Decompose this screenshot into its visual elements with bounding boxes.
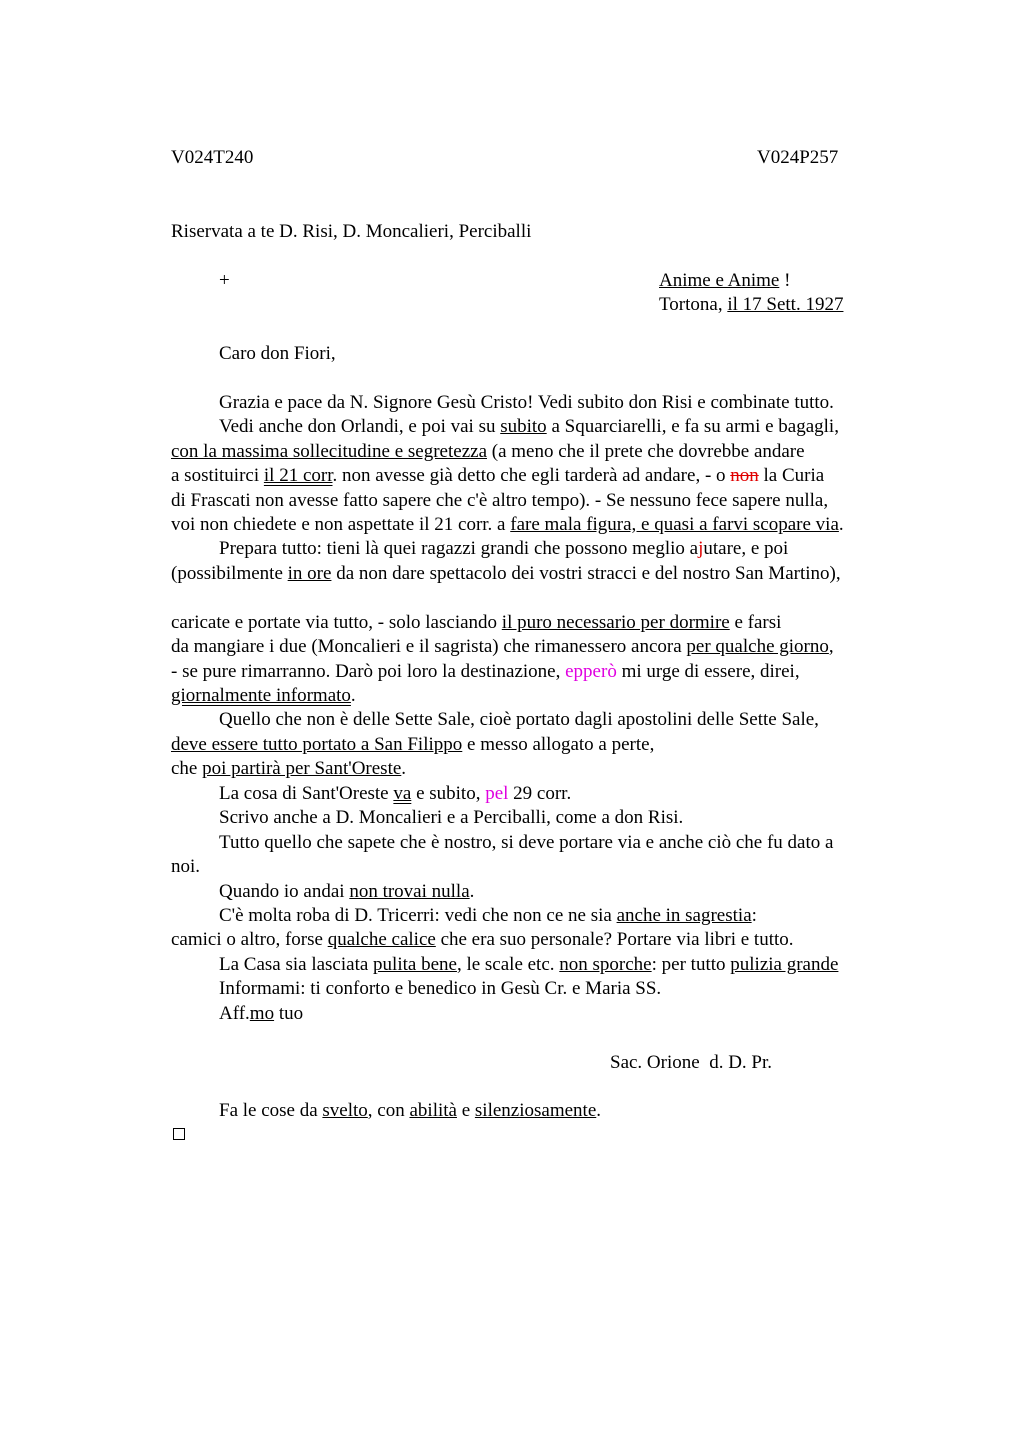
text-span: caricate e portate via tutto, - solo lasciando — [171, 612, 502, 633]
cross-symbol: + — [219, 270, 230, 291]
text-line-3 — [171, 441, 805, 463]
text-line-10 — [171, 636, 834, 658]
text-span: a Squarciarelli, e fa su armi e bagagli, — [546, 416, 839, 437]
text-span: mi urge di essere, direi, — [616, 661, 800, 682]
text-line-16 — [219, 783, 571, 805]
text-span: , con — [367, 1100, 410, 1121]
text-span: e farsi — [729, 612, 782, 633]
underlined-span: svelto — [322, 1100, 368, 1121]
motto-text: Anime e Anime — [659, 270, 780, 291]
text-line-6 — [171, 514, 844, 536]
text-span: : per tutto — [651, 954, 731, 975]
text-span: . — [469, 881, 475, 902]
underlined-span: anche in sagrestia — [616, 905, 752, 926]
text-span: La Casa sia lasciata — [219, 954, 374, 975]
text-span: e subito, — [411, 783, 486, 804]
underlined-span: deve essere tutto portato a San Filippo — [171, 734, 463, 755]
underlined-span: qualche calice — [327, 929, 436, 950]
text-span: Prepara tutto: tieni là quei ragazzi grandi che possono meglio a — [219, 538, 699, 559]
postscript — [219, 1100, 601, 1122]
text-line-2 — [219, 416, 839, 438]
text-span: Fa le cose da — [219, 1100, 323, 1121]
text-span: Vedi anche don Orlandi, e poi vai su — [219, 416, 501, 437]
text-span: . non avesse già detto che egli tarderà ad andare, - o — [332, 465, 731, 486]
text-line-17: Scrivo anche a D. Moncalieri e a Perciballi, come a don Risi. — [219, 807, 684, 828]
place: Tortona, — [659, 294, 728, 315]
motto-suffix: ! — [779, 270, 791, 291]
underlined-span: silenziosamente — [474, 1100, 597, 1121]
end-marker-square — [173, 1128, 185, 1140]
text-span: tuo — [274, 1003, 304, 1024]
underlined-span: non sporche — [559, 954, 652, 975]
text-span: da non dare spettacolo dei vostri stracci e del nostro San Martino), — [331, 563, 841, 584]
text-span: - se pure rimarranno. Darò poi loro la destinazione, — [171, 661, 566, 682]
text-span: La cosa di Sant'Oreste — [219, 783, 394, 804]
underlined-span: per qualche giorno — [686, 636, 829, 657]
text-line-7 — [219, 538, 788, 560]
text-span: (possibilmente — [171, 563, 288, 584]
underlined-span: poi partirà per Sant'Oreste — [202, 758, 402, 779]
underlined-span: pulita bene — [373, 954, 457, 975]
place-date — [659, 294, 843, 316]
signature: Sac. Orione d. D. Pr. — [610, 1052, 773, 1073]
double-underlined-span: giornalmente informato — [171, 685, 351, 706]
text-span: , le scale etc. — [456, 954, 560, 975]
text-span: . — [350, 685, 356, 706]
magenta-span: epperò — [565, 661, 617, 682]
greeting: Caro don Fiori, — [219, 343, 336, 364]
reserved-line: Riservata a te D. Risi, D. Moncalieri, Perciballi — [171, 221, 532, 242]
underlined-span: subito — [500, 416, 547, 437]
text-span: voi non chiedete e non aspettate il 21 corr. a — [171, 514, 511, 535]
text-span: : — [751, 905, 757, 926]
text-span: la Curia — [758, 465, 825, 486]
text-line-25 — [219, 1003, 303, 1025]
text-line-4 — [171, 465, 824, 487]
text-span: che era suo personale? Portare via libri e tutto. — [435, 929, 794, 950]
text-span: Quando io andai — [219, 881, 350, 902]
magenta-span: pel — [485, 783, 509, 804]
underlined-span: con la massima sollecitudine e segretezza — [171, 441, 488, 462]
underlined-span: pulizia grande — [730, 954, 839, 975]
text-span: e — [456, 1100, 475, 1121]
underlined-span: fare mala figura, e quasi a farvi scopare via — [510, 514, 839, 535]
text-span: . — [838, 514, 844, 535]
text-line-12 — [171, 685, 356, 707]
text-line-20 — [219, 881, 474, 903]
text-line-5: di Frascati non avesse fatto sapere che c'è altro tempo). - Se nessuno fece sapere nulla, — [171, 490, 829, 511]
double-underlined-span: il 21 corr — [263, 465, 333, 486]
underlined-span: mo — [249, 1003, 275, 1024]
text-span: a sostituirci — [171, 465, 264, 486]
text-span: . — [401, 758, 407, 779]
text-span: camici o altro, forse — [171, 929, 328, 950]
text-span: C'è molta roba di D. Tricerri: vedi che non ce ne sia — [219, 905, 617, 926]
text-span: , — [828, 636, 834, 657]
text-line-18: Tutto quello che sapete che è nostro, si deve portare via e anche ciò che fu dato a — [219, 832, 834, 853]
text-line-1: Grazia e pace da N. Signore Gesù Cristo! Vedi subito don Risi e combinate tutto. — [219, 392, 834, 413]
text-span: utare, e poi — [703, 538, 789, 559]
text-line-15 — [171, 758, 406, 780]
text-line-22 — [171, 929, 794, 951]
text-line-24: Informami: ti conforto e benedico in Gesù Cr. e Maria SS. — [219, 978, 662, 999]
text-line-9 — [171, 612, 781, 634]
text-line-13: Quello che non è delle Sette Sale, cioè portato dagli apostolini delle Sette Sale, — [219, 709, 819, 730]
underlined-span: il puro necessario per dormire — [501, 612, 730, 633]
text-span: Aff. — [219, 1003, 250, 1024]
underlined-span: non trovai nulla — [349, 881, 470, 902]
motto — [659, 270, 790, 292]
text-span: che — [171, 758, 203, 779]
text-span: . — [596, 1100, 602, 1121]
struck-text-span: non — [730, 465, 759, 486]
text-line-8 — [171, 563, 841, 585]
text-span: (a meno che il prete che dovrebbe andare — [487, 441, 805, 462]
double-underlined-span: va — [393, 783, 412, 804]
text-span: 29 corr. — [508, 783, 572, 804]
text-line-23 — [219, 954, 838, 976]
header-code-right: V024P257 — [757, 147, 839, 168]
red-letter-span: j — [698, 538, 704, 559]
date: il 17 Sett. 1927 — [727, 294, 844, 315]
text-span: e messo allogato a perte, — [462, 734, 655, 755]
text-span: da mangiare i due (Moncalieri e il sagrista) che rimanessero ancora — [171, 636, 687, 657]
text-line-11 — [171, 661, 800, 683]
underlined-span: abilità — [409, 1100, 457, 1121]
text-line-19: noi. — [171, 856, 201, 877]
text-line-14 — [171, 734, 654, 756]
header-code-left: V024T240 — [171, 147, 254, 168]
text-line-21 — [219, 905, 757, 927]
underlined-span: in ore — [287, 563, 332, 584]
